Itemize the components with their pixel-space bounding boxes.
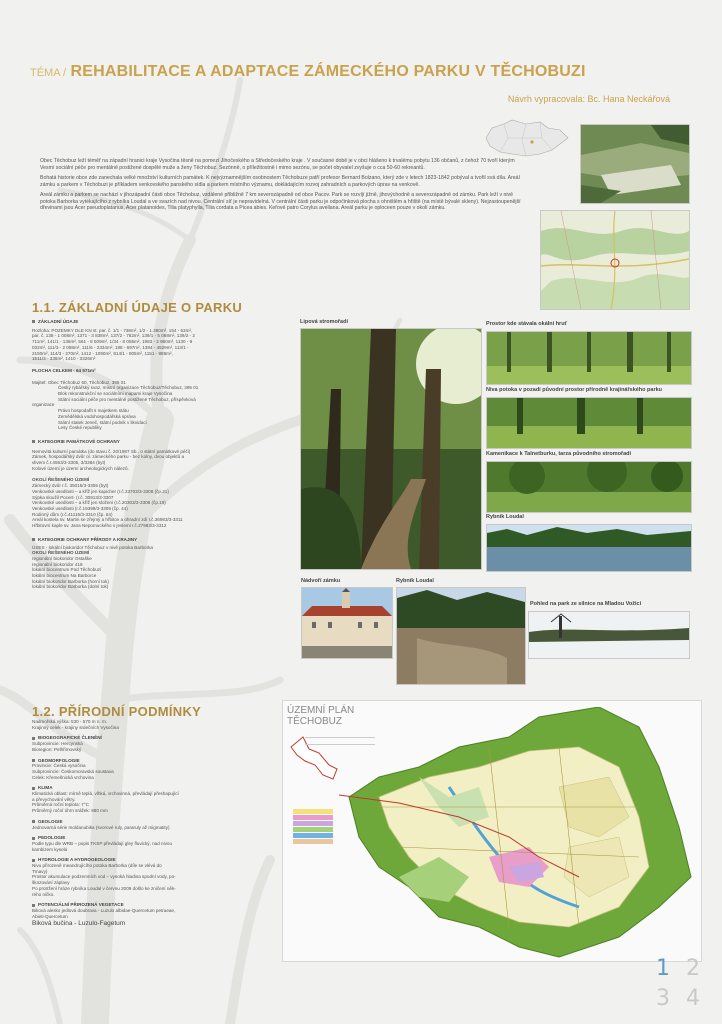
text-line: lokální biokoridor Barborka (horní tok): [32, 578, 109, 584]
caption-rybnik-2: Rybník Loudal: [396, 578, 434, 584]
bullet-icon: [32, 859, 35, 862]
text-line: Subprovincie: Českomoravská soustava: [32, 768, 114, 774]
text-line: organizace: [32, 402, 55, 408]
text-line: 1511/3 - 336m², 1410 - 3326m²: [32, 356, 96, 362]
text-line: Majitel: Obec Těchobuz 60, Těchobuz, 395 01: [32, 379, 126, 385]
territorial-plan-map: [339, 707, 699, 959]
bullet-icon: [32, 737, 35, 740]
location-map: [540, 210, 690, 310]
text-line: Hřbitovní kaple sv. Jana Nepomuckého s jeslemi r.č.27983/3-3312: [32, 523, 167, 529]
subsection-title: BIOGEOGRAFICKÉ ČLENĚNÍ: [38, 735, 102, 741]
text-line: Rozloha: POZEMKY DLE KN st. par. č. 1/1 - 738m², 1/2 - 1.380m², 154 - 53m²,: [32, 327, 193, 333]
text-line: par. č. 138 - 1 008m², 1371 - 3 838m², 137/2 - 762m², 139/1 - 5 068m², 139/2 - 2: [32, 333, 195, 339]
photo-niva: [486, 397, 692, 449]
text-line: Rodinný dům (r.č.41115/3-3310 (čp. 64): [32, 511, 113, 517]
text-line: Podle typu dle WRB – popis TKSP převládají gley fluvický, nad nivou: [32, 840, 173, 846]
text-line: Zámek, hospodářský dvůr ol. zámeckého parku - bez kolny, dvou objektů a: [32, 454, 185, 460]
text-line: kambizem kyselá: [32, 846, 68, 852]
bullet-icon: [32, 440, 35, 443]
intro-paragraph: Areál zámku a parkem se nachází v jihozápadní části obce Těchobuz, vzdálené přibližně 7 km severozápadně od obce Pacov. Park se rozvíjí jižně, jihovýchodně a severozápadně od zámku. Park leží v nivě potoka Barborka vytékajícího z rybníka Loudal a ve svazích nad nivou. Centrální síť je nepravidelná. V centrální části parku je odpočinková plocha s ohništěm a hřiště (na místě bývalé skleny). Nejzastoupenější dřevinami jsou Acer pseudoplatanus, Acer platanoides, Tilia platyphylla, Tilia cordata a Picea abies. Keřové patro Corylus avellana. Areál parku je oploceen pouze v okolí zámku.: [40, 192, 521, 211]
caption-rybnik: Rybník Loudal: [486, 514, 524, 520]
page-number: 3: [656, 986, 670, 1011]
text-line: Provincie: Česká vysočina: [32, 763, 86, 769]
text-line: lokální biokoridor Barborka (dolní tok): [32, 584, 109, 590]
bullet-icon: [32, 820, 35, 823]
subsection-title: ZÁKLADNÍ ÚDAJE: [38, 319, 79, 324]
caption-prostor: Prostor kde stávala okální hruť: [486, 321, 568, 327]
bullet-icon: [32, 787, 35, 790]
intro-paragraph: Obec Těchobuz leží téměř na západní hranici kraje Vysočina těsně na pomezí Jihočeského a Středočeského kraje . V současné době je v obci hlášeno k trvalému pobytu 136 občanů, z čehož 70 tvoří kterým Vesmí sociální péče pro mentálně postižené dospělé muže a ženy Těchobuz. Sezónně, o příležitostně i mimo sezónu, se počet obyvatel zvyšuje o cca 50-60 rekreantů.: [40, 158, 515, 171]
text-line: Prostor akumulace podzemních vod – vysoká hladina spodní vody, po-: [32, 874, 176, 880]
text-line: 711m², 141/1 - 136m², 561 - 8 509m², 1/34 - 8 055m², 1983 - 2 960m², 1130 - 9: [32, 339, 193, 345]
text-line: Bioregion: Pelhřimovský: [32, 746, 82, 752]
page-number-current: 1: [656, 956, 670, 981]
plan-color-legend: [293, 809, 333, 845]
text-line: rého ničko.: [32, 891, 55, 897]
text-line: Nadmořská výška: 530 - 570 m n. m.: [32, 719, 108, 724]
subsection-title: KLIMA: [38, 785, 53, 791]
page-title: REHABILITACE A ADAPTACE ZÁMECKÉHO PARKU V TĚCHOBUZI: [70, 63, 586, 80]
text-line: lokální biocentrum Pod Těchobuzí: [32, 567, 102, 573]
text-line: Český rybářský svaz, místní organizace Těchobuz/Těchobuz, 395 01: [58, 385, 199, 391]
photo-nadvori: [301, 587, 393, 659]
plocha-celkem: PLOCHA CELKEM - 64 571m²: [32, 367, 96, 373]
section-heading-1-1: [32, 300, 242, 315]
text-line: Krajinný celek - krajiny srdečních Vysočina: [32, 724, 119, 730]
bullet-icon: [32, 837, 35, 840]
intro-text: [40, 158, 528, 216]
text-line: OKOLÍ ŘEŠENÉHO ÚZEMÍ: [32, 550, 90, 556]
text-line: Areál kostela sv. Martin se zřejmý a hřbitov a ohradní zdí r.č.36983/3-3311: [32, 517, 183, 523]
section-heading-1-2: [32, 704, 201, 719]
czech-map-thumbnail: [482, 118, 570, 160]
bullet-icon: [32, 759, 35, 762]
text-line: Blok rekonstrukční se sociálními mapami kraje Vysočina: [58, 391, 173, 397]
text-line: regionální biokoridor 418: [32, 561, 83, 567]
text-line: Právo hospodařit s majetkem státu: [58, 408, 129, 414]
text-line: Trnavy): [32, 868, 48, 874]
bullet-icon: [32, 538, 35, 541]
section-title: PŘÍRODNÍ PODMÍNKY: [58, 704, 202, 719]
text-line: 2150m², 114/3 - 270m², 1412 - 1090m², 914/1 - 805m², 1151 - 986m²,: [32, 350, 173, 356]
text-line: Biková alesko jedlová doubrava - Luzulo albidae-Quercetum petraeae,: [32, 907, 176, 913]
section-title: ZÁKLADNÍ ÚDAJE O PARKU: [58, 300, 243, 315]
section-number: 1.2.: [32, 704, 55, 719]
bullet-icon: [32, 320, 35, 323]
photo-rybnik-2: [396, 587, 526, 685]
plan-title-line: TĚCHOBUZ: [287, 716, 342, 727]
photo-rybnik: [486, 524, 692, 572]
caption-lipova: Lipová stromořadí: [300, 319, 348, 325]
text-line: Venkovské usedlosti (r.č.19399/3-3309 (čp. 44): [32, 505, 128, 511]
text-line: Nivu přirozeně meandrujícího potoka Barborka (díle se vlévá do: [32, 863, 162, 869]
text-line: Celek: Křemešnická vrchovina: [32, 774, 94, 780]
caption-niva: Niva potoka v pozadí původní prostor přírodně krajinářského parku: [486, 387, 663, 393]
aerial-photo: [580, 124, 690, 204]
text-line: Jednovarná série moldanubika (svorové ruly, pararuly až migmatity): [32, 824, 170, 830]
text-line: vlivem č.r.4553/3-3305, 3/3384 (byt): [32, 460, 106, 466]
text-line: Po protržení hráze rybníka Loudal v červnu 2009 došlo ke zničení něk-: [32, 885, 176, 891]
page-number: 2: [686, 956, 700, 981]
subsection-title: GEOMORFOLOGIE: [38, 757, 80, 763]
text-line: a převychování větry.: [32, 796, 76, 802]
text-line: Venkovské usedlosti – a kříž jen kapicher (r.č.23703/3-3308 (čp.21): [32, 488, 169, 494]
caption-pohled: Pohled na park ze silnice na Mladou Vožici: [530, 601, 642, 607]
text-line: Sýpka sloužil Pocert- (r.č. 30913/3-3307: [32, 494, 114, 500]
text-line: Zemědělská vodohospodářská správa: [58, 413, 136, 419]
text-line: Státní sociální péče pro mentálně postižené Těchobuz, příspěvková: [58, 396, 196, 402]
caption-kanaka: Kamenikace k Talnetburku, tarza původního stromořadí: [486, 451, 632, 457]
text-line: Biková bučina - Luzulo-Fagetum: [32, 920, 126, 928]
text-line: Klimatická oblast: mírně teplá, vlhká, vrchovinná, převládají přeshapující: [32, 791, 179, 797]
section-1-1-content: [32, 316, 282, 590]
text-line: Zámecký dvůr r.č. 35015/3-3305 (byt): [32, 483, 109, 489]
text-line: Průměrný roční úhrn srážek: 680 mm: [32, 808, 108, 814]
author-line: Návrh vypracovala: Bc. Hana Neckářová: [507, 94, 670, 104]
subsection-title: KATEGORIE OCHRANY PŘÍRODY A KRAJINY: [38, 536, 138, 542]
subsection-title: HYDROLOGIE A HYDROGEOLOGIE: [38, 857, 116, 863]
text-line: Venkovské usedlosti – a kříž jen složeni (r.č.20303/3-3308 (čp.19): [32, 500, 166, 506]
text-line: lokální biocentrum Na Barborce: [32, 573, 97, 579]
photo-lipova-alley: [300, 328, 482, 570]
text-line: Subprovincie: Hercynská: [32, 741, 83, 747]
caption-nadvori: Nádvoří zámku: [301, 578, 341, 584]
plan-title-line: ÚZEMNÍ PLÁN: [287, 705, 355, 716]
text-line: 032m², 111/3 - 2 088m², 111/6 - 2334m², 188 - 697m², 1384 - 4529m², 113/1 -: [32, 344, 189, 350]
subsection-title: GEOLOGIE: [38, 818, 63, 824]
text-line: Státní statek Jeneč, státní podnik v likvidaci: [58, 419, 147, 425]
text-line: ÚSES - lokální biokoridor Těchobuz v nivě potoka Barborka: [32, 544, 153, 550]
text-line: Průměrná roční teplota: 7°C: [32, 802, 89, 808]
page-number: 4: [686, 986, 700, 1011]
territorial-plan-panel: [282, 700, 702, 962]
text-line: škozování záplavy: [32, 880, 70, 886]
photo-pohled: [528, 611, 690, 659]
subsection-title: PEDOLOGIE: [38, 835, 66, 841]
text-line: OKOLÍ ŘEŠENÉHO ÚZEMÍ: [32, 477, 90, 483]
section-1-2-content: [32, 719, 282, 928]
text-line: regionální biokoridor Ostaške: [32, 555, 92, 561]
subsection-title: KATEGORIE PAMÁTKOVÉ OCHRANY: [38, 438, 120, 444]
title-row: [30, 63, 690, 81]
text-line: Abieti-Quercetum: [32, 913, 68, 919]
photo-kanaka: [486, 461, 692, 513]
section-number: 1.1.: [32, 300, 55, 315]
text-line: Lesy České republiky: [58, 425, 102, 431]
text-line: Nemovitá kulturní památka (do stavu č. 20/1987 Sb., o státní památkové péči): [32, 448, 191, 454]
photo-prostor: [486, 331, 692, 385]
theme-label: TÉMA /: [30, 67, 67, 79]
subsection-title: POTENCIÁLNÍ PŘIROZENÁ VEGETACE: [38, 902, 124, 908]
text-line: Kolové území je území archeologických nálezů.: [32, 465, 129, 471]
bullet-icon: [32, 904, 35, 907]
intro-paragraph: Bohatá historie obce zde zanechala velké množství kulturních památek. K nejvýznamnějším osobnostem Těchobuze patří profesor Bernard Bolzano, který zde v letech 1823-1842 pobýval a tvořil svá díla. Areál zámku a parkem v Těchobuzi je příkladem venkovského panského sídla a parkem místního významu, dokládajícím rozvoj zahradních a parkových úprav na venkově.: [40, 175, 520, 188]
